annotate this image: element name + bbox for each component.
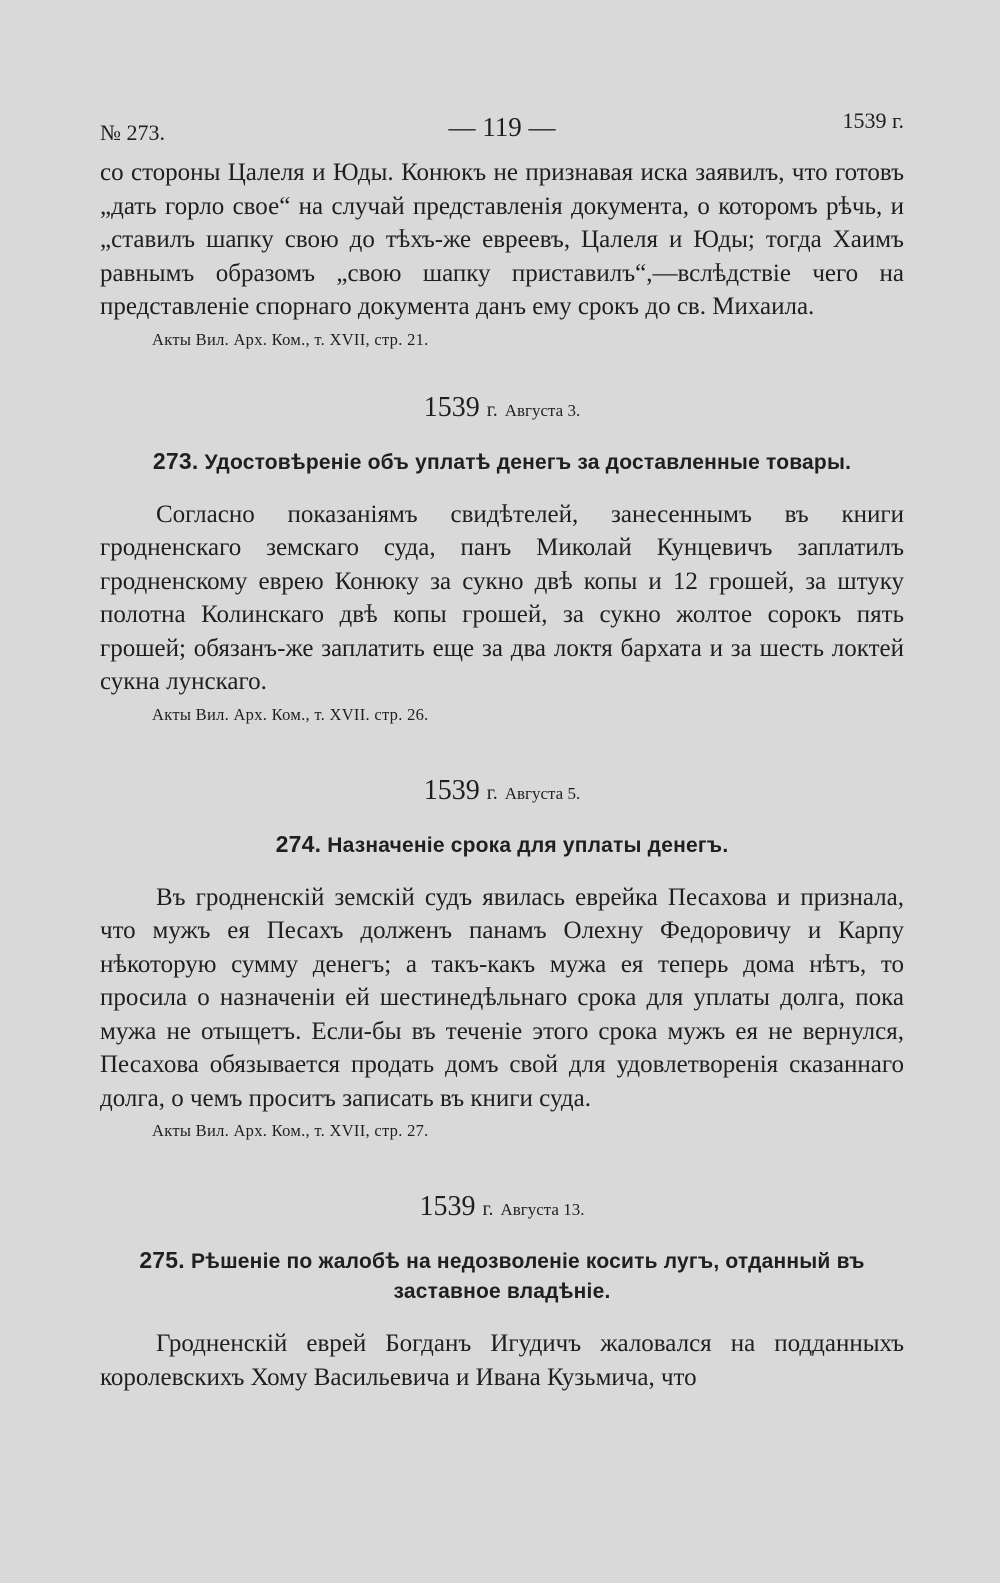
header-year: 1539 г. [842, 108, 904, 133]
entry-275 [100, 1191, 904, 1394]
entry-source-citation: Акты Вил. Арх. Ком., т. XVII, стр. 27. [152, 1121, 429, 1140]
entry-year: 1539 [423, 391, 480, 423]
entry-number: 274. [275, 830, 322, 857]
entry-date [100, 775, 904, 807]
entry-year: 1539 [419, 1191, 476, 1222]
entry-year: 1539 [423, 774, 480, 806]
running-head [100, 108, 904, 148]
entry-text: Согласно показаніямъ свидѣтелей, занесеннымъ въ книги гродненскаго земскаго суда, панъ Миколай Кунцевичъ заплатилъ гродненскому еврею Конюку за сукно двѣ копы и 12 грошей, за штуку полотна Колинскаго двѣ копы грошей, за сукно жолтое сорокъ пять грошей; обязанъ-же заплатить еще за два локтя бархата и за шесть локтей сукна лунскаго. [100, 500, 904, 695]
entry-date [100, 1191, 904, 1223]
page-number: — 119 — [448, 112, 556, 142]
entry-title: Назначеніе срока для уплаты денегъ. [327, 833, 729, 857]
entry-heading [100, 446, 904, 478]
entry-source-citation: Акты Вил. Арх. Ком., т. XVII. стр. 26. [152, 704, 429, 724]
entry-year-suffix: г. [486, 781, 498, 804]
entry-title: Рѣшеніе по жалобѣ на недозволеніе косить лугъ, отданный въ заставное владѣніе. [190, 1250, 865, 1303]
intro-paragraph: со стороны Цалеля и Юды. Конюкъ не признавая иска заявилъ, что готовъ „дать горло свое“ на случай представленія документа, о которомъ рѣчь, и „ставилъ шапку свою до тѣхъ-же евреевъ, Цалеля и Юды; тогда Хаимъ равнымъ образомъ „свою шапку приставилъ“,—вслѣдствіе чего на представленіе спорнаго документа данъ ему срокъ до св. Михаила. [100, 159, 904, 320]
entry-heading [100, 1245, 904, 1307]
entry-274 [100, 775, 904, 1142]
entry-number: 273. [152, 447, 199, 474]
entry-text: Гродненскій еврей Богданъ Игудичъ жаловался на подданныхъ королевскихъ Хому Васильевича и Ивана Кузьмича, что [100, 1330, 904, 1391]
entry-273 [100, 392, 904, 725]
entry-day: Августа 13. [500, 1200, 585, 1219]
entry-title: Удостовѣреніе объ уплатѣ денегъ за доставленные товары. [204, 450, 852, 474]
entry-date [100, 392, 904, 424]
entry-year-suffix: г. [482, 1198, 494, 1220]
intro-source-citation: Акты Вил. Арх. Ком., т. XVII, стр. 21. [152, 329, 429, 349]
entry-day: Августа 3. [504, 400, 581, 420]
entry-text: Въ гродненскій земскій судъ явилась еврейка Песахова и признала, что мужъ ея Песахъ долженъ панамъ Олехну Федоровичу и Карпу нѣкоторую сумму денегъ; а такъ-какъ мужа ея теперь дома нѣтъ, то просила о назначеніи ей шестинедѣльнаго срока для уплаты долга, пока мужа не отыщетъ. Если-бы въ теченіе этого срока мужъ ея не вернулся, Песахова обязывается продать домъ свой для удовлетворенія сказаннаго долга, о чемъ проситъ записать въ книги суда. [100, 883, 904, 1112]
entry-number: 275. [139, 1247, 185, 1273]
entry-heading [100, 829, 904, 861]
entry-year-suffix: г. [486, 398, 498, 421]
entry-day: Августа 5. [504, 783, 581, 803]
document-number: № 273. [100, 120, 165, 145]
